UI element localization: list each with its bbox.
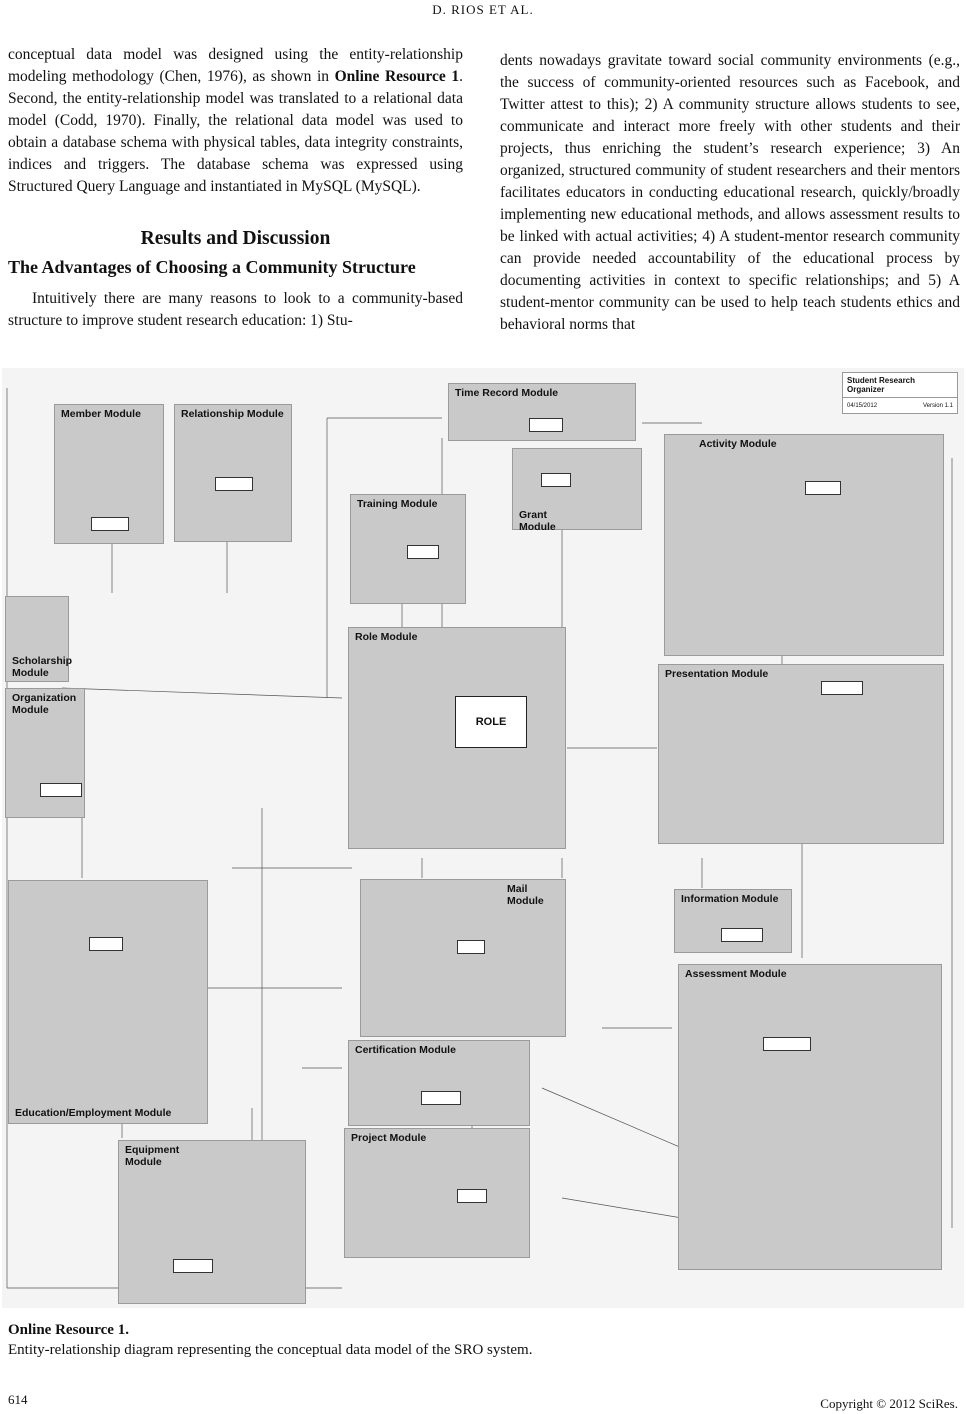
paragraph-1-rest: . Second, the entity-relationship model was translated to a relational data model (Codd, 1970). Finally, the relational data model was used to obtain a database schema with physical tables, data integrity constraints, indices and triggers. The database schema was expressed using Structured Query Language and instantiated in MySQL (MySQL). [8,68,463,195]
right-paragraph: dents nowadays gravitate toward social community environments (e.g., the success of community-oriented resources such as Facebook, and Twitter attest to this); 2) A community structure allows students to see, communicate and interact more freely with other students and their projects, thus enriching the student’s research experience; 3) An organized, structured community of student researchers and their mentors facilitates educators in conducting educational research, quickly/broadly implementing new educational methods, and allows assessment results to be linked with actual activities; 4) A student-mentor research community can provide needed accountability of the educational process by documenting activities in context to specific relationships; and 5) A student-mentor community can be used to help teach students ethics and behavioral norms that [500,52,960,333]
subsection-heading: The Advantages of Choosing a Community Structure [8,257,416,277]
sro-date: 04/15/2012 [847,403,878,409]
equipment-module-title: Equipment Module [125,1144,180,1168]
role-entity: ROLE [455,696,527,748]
information-module [674,889,792,953]
role-module-title: Role Module [355,631,418,643]
running-head: D. RIOS ET AL. [432,2,534,17]
mail-module-title: Mail Module [507,883,544,907]
section-heading: Results and Discussion [140,228,331,249]
time-record-module-title: Time Record Module [455,387,559,399]
certification-module-title: Certification Module [355,1044,456,1056]
left-column [8,44,463,332]
copyright: Copyright © 2012 SciRes. [820,1396,958,1411]
organization-module [5,688,85,818]
member-entity [91,517,129,531]
project-entity [457,1189,487,1203]
role-module [348,627,566,849]
certification-module [348,1040,530,1126]
assessment-module [678,964,942,1270]
sro-title: Student Research Organizer [843,373,957,398]
activity-module [664,434,944,656]
training-module [350,494,466,604]
assessment-entity [763,1037,811,1051]
mail-module [360,879,566,1037]
paragraph-1 [8,44,463,198]
online-resource-ref[interactable]: Online Resource 1 [334,68,460,85]
information-module-title: Information Module [681,893,779,905]
page-number: 614 [8,1392,28,1407]
organization-entity [40,783,82,797]
sro-title-box [842,372,958,414]
organization-module-title: Organization Module [12,692,77,716]
information-entity [721,928,763,942]
project-module [344,1128,530,1258]
training-module-title: Training Module [357,498,438,510]
equipment-entity [173,1259,213,1273]
equipment-module [118,1140,306,1304]
education-module-title: Education/Employment Module [15,1107,172,1119]
relationship-module [174,404,292,542]
sro-version: Version 1.1 [922,403,953,409]
paragraph-1-text: conceptual data model was designed using the entity-relationship modeling methodology (Chen, 1976), as shown in [8,46,463,85]
presentation-module [658,664,944,844]
caption-text: Entity-relationship diagram representing the conceptual data model of the SRO system. [8,1342,533,1358]
education-entity [89,937,123,951]
scholarship-module-title: Scholarship Module [12,655,73,679]
grant-module-title: Grant Module [519,509,556,533]
grant-module [512,448,642,533]
caption-label: Online Resource 1. [8,1322,129,1338]
er-diagram-figure [2,368,964,1308]
mail-entity [457,940,485,954]
figure-caption [8,1320,958,1360]
certification-entity [421,1091,461,1105]
presentation-module-title: Presentation Module [665,668,769,680]
presentation-entity [821,681,863,695]
project-module-title: Project Module [351,1132,427,1144]
education-employment-module [8,880,208,1124]
timesheet-entity [529,418,563,432]
training-entity [407,545,439,559]
scholarship-module [5,596,73,682]
relationship-module-title: Relationship Module [181,408,284,420]
assessment-module-title: Assessment Module [685,968,787,980]
right-column [500,50,960,336]
relationship-entity [215,477,253,491]
time-record-module [448,383,636,441]
activity-entity [805,481,841,495]
activity-module-title: Activity Module [699,438,777,450]
member-module-title: Member Module [61,408,141,420]
member-module [54,404,164,544]
grant-entity [541,473,571,487]
paragraph-2: Intuitively there are many reasons to look to a community-based structure to improve student research education: 1) Stu- [8,290,463,329]
